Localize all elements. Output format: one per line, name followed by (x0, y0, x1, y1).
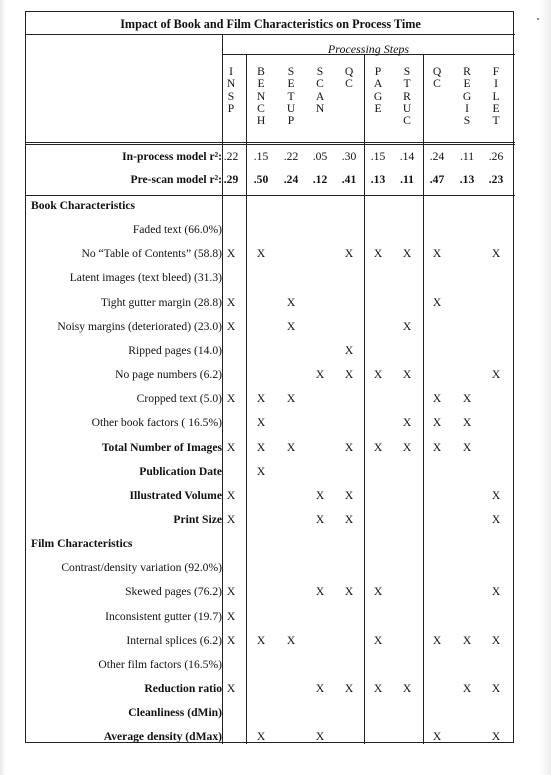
model-divider (26, 195, 515, 196)
column-header-letter: A (315, 89, 325, 103)
x-mark: X (256, 633, 266, 647)
x-mark: X (462, 392, 472, 406)
model-value-cell: .11 (459, 150, 475, 163)
column-header-regis (457, 66, 477, 127)
column-header-letter: Q (344, 65, 354, 78)
x-mark: X (432, 392, 442, 406)
x-mark: X (491, 682, 501, 695)
row-label: Inconsistent gutter (19.7) (105, 609, 222, 623)
x-mark: X (373, 682, 383, 695)
x-mark: X (256, 392, 266, 406)
column-header-struc (397, 66, 417, 127)
row-label: Publication Date (139, 464, 222, 478)
column-header-insp (221, 66, 241, 115)
column-header-letter: S (227, 89, 235, 103)
column-header-letter: P (287, 114, 295, 128)
column-header-letter: A (373, 77, 383, 91)
column-header-letter: L (492, 89, 500, 103)
x-mark: X (226, 488, 236, 502)
x-mark: X (315, 682, 325, 695)
x-mark: X (432, 730, 442, 744)
x-mark: X (344, 247, 354, 261)
x-mark: X (491, 368, 501, 382)
row-label: Skewed pages (76.2) (125, 585, 222, 599)
column-header-setup (281, 66, 301, 127)
x-mark: X (226, 247, 236, 261)
x-mark: X (432, 247, 442, 261)
x-mark: X (402, 247, 412, 261)
column-header-letter: B (257, 65, 265, 78)
row-label: Tight gutter margin (28.8) (100, 295, 222, 309)
column-header-letter: G (462, 89, 472, 103)
column-header-letter: I (494, 77, 498, 91)
model-value-cell: .30 (341, 150, 357, 163)
row-label: Print Size (173, 512, 222, 526)
row-label: Internal splices (6.2) (126, 633, 222, 647)
x-mark: X (373, 585, 383, 599)
x-mark: X (286, 319, 296, 333)
column-header-letter: G (373, 89, 383, 103)
x-mark: X (256, 440, 266, 454)
row-label: Faded text (66.0%) (132, 223, 222, 237)
column-header-qc1 (339, 66, 359, 91)
title-divider (26, 34, 515, 35)
model-value-cell: .26 (488, 150, 504, 163)
section-title: Film Characteristics (31, 537, 133, 551)
x-mark: X (226, 319, 236, 333)
column-header-scan (310, 66, 330, 115)
column-header-letter: I (465, 101, 469, 115)
section-title: Book Characteristics (31, 199, 136, 212)
row-label: No page numbers (6.2) (115, 368, 222, 382)
column-header-letter: P (227, 101, 235, 115)
row-label: Ripped pages (14.0) (128, 343, 222, 357)
column-header-letter: N (256, 89, 266, 103)
row-label: Other book factors ( 16.5%) (91, 416, 222, 430)
x-mark: X (344, 585, 354, 599)
column-header-letter: E (492, 101, 500, 115)
column-header-letter: U (402, 101, 412, 115)
x-mark: X (315, 585, 325, 599)
row-label: Illustrated Volume (129, 488, 222, 502)
column-header-letter: C (403, 114, 411, 128)
model-value-cell: .14 (399, 150, 415, 163)
x-mark: X (491, 633, 501, 647)
column-header-letter: T (403, 77, 411, 91)
x-mark: X (286, 295, 296, 309)
model-value-cell: .22 (223, 150, 239, 163)
row-label: No “Table of Contents” (58.8) (81, 247, 222, 261)
column-header-page (368, 66, 388, 115)
x-mark: X (402, 682, 412, 695)
x-mark: X (315, 368, 325, 382)
header-divider (26, 142, 515, 145)
column-header-letter: I (229, 65, 233, 78)
model-value-cell: .12 (312, 173, 328, 186)
row-label: Average density (dMax) (103, 730, 222, 744)
column-header-qc2 (427, 66, 447, 91)
row-label: Other film factors (16.5%) (98, 657, 222, 671)
column-header-letter: N (315, 101, 325, 115)
x-mark: X (491, 730, 501, 744)
column-header-letter: E (287, 77, 295, 91)
x-mark: X (226, 682, 236, 695)
x-mark: X (432, 295, 442, 309)
x-mark: X (462, 440, 472, 454)
x-mark: X (226, 392, 236, 406)
column-header-letter: C (433, 77, 441, 91)
x-mark: X (491, 247, 501, 261)
x-mark: X (373, 247, 383, 261)
column-header-letter: T (492, 114, 500, 128)
column-header-letter: F (492, 65, 500, 78)
x-mark: X (344, 368, 354, 382)
x-mark: X (256, 464, 266, 478)
model-value-cell: .22 (283, 150, 299, 163)
row-label: Noisy margins (deteriorated) (23.0) (57, 319, 222, 333)
group-header-divider (222, 54, 515, 55)
x-mark: X (286, 392, 296, 406)
column-header-letter: S (316, 65, 324, 78)
model-value-cell: .13 (459, 173, 475, 186)
model-row-label: Pre-scan model r²: (130, 173, 222, 186)
x-mark: X (373, 633, 383, 647)
column-header-letter: E (374, 101, 382, 115)
column-header-filet (486, 66, 506, 127)
model-value-cell: .13 (370, 173, 386, 186)
characteristics-table (25, 11, 514, 743)
x-mark: X (344, 488, 354, 502)
row-label: Contrast/density variation (92.0%) (61, 561, 222, 575)
table-title: Impact of Book and Film Characteristics on Process Time (120, 17, 421, 31)
x-mark: X (226, 295, 236, 309)
model-row-label: In-process model r²: (122, 150, 222, 163)
x-mark: X (226, 440, 236, 454)
column-header-letter: E (463, 77, 471, 91)
column-header-letter: U (286, 101, 296, 115)
model-value-cell: .11 (400, 173, 414, 186)
x-mark: X (462, 682, 472, 695)
x-mark: X (344, 682, 354, 695)
row-label: Total Number of Images (101, 440, 222, 454)
x-mark: X (432, 633, 442, 647)
scan-speck (537, 18, 539, 20)
column-header-letter: H (256, 114, 266, 128)
x-mark: X (491, 585, 501, 599)
model-value-cell: .47 (429, 173, 445, 186)
model-value-cell: .41 (341, 173, 357, 186)
model-value-cell: .29 (223, 173, 239, 186)
column-header-letter: P (374, 65, 382, 78)
column-header-bench (251, 66, 271, 127)
x-mark: X (226, 512, 236, 526)
x-mark: X (226, 633, 236, 647)
model-value-cell: .05 (312, 150, 328, 163)
column-header-letter: R (403, 89, 411, 103)
column-header-letter: T (287, 89, 295, 103)
x-mark: X (286, 633, 296, 647)
x-mark: X (491, 512, 501, 526)
x-mark: X (315, 488, 325, 502)
model-value-cell: .24 (429, 150, 445, 163)
model-value-cell: .15 (370, 150, 386, 163)
column-header-letter: C (316, 77, 324, 91)
x-mark: X (256, 416, 266, 430)
column-header-letter: E (257, 77, 265, 91)
x-mark: X (462, 416, 472, 430)
x-mark: X (402, 440, 412, 454)
column-header-letter: S (403, 65, 411, 78)
x-mark: X (315, 730, 325, 744)
model-value-cell: .15 (253, 150, 269, 163)
column-header-letter: S (287, 65, 295, 78)
x-mark: X (432, 440, 442, 454)
x-mark: X (373, 440, 383, 454)
x-mark: X (344, 512, 354, 526)
x-mark: X (226, 609, 236, 623)
column-header-letter: C (345, 77, 353, 91)
column-header-letter: S (463, 114, 471, 128)
processing-steps-header: Processing Steps (327, 42, 410, 56)
x-mark: X (286, 440, 296, 454)
x-mark: X (344, 343, 354, 357)
column-header-letter: N (226, 77, 236, 91)
row-label: Latent images (text bleed) (31.3) (69, 271, 222, 285)
x-mark: X (226, 585, 236, 599)
x-mark: X (402, 368, 412, 382)
column-header-letter: C (257, 101, 265, 115)
x-mark: X (402, 416, 412, 430)
x-mark: X (344, 440, 354, 454)
x-mark: X (256, 730, 266, 744)
model-value-cell: .23 (488, 173, 504, 186)
x-mark: X (256, 247, 266, 261)
model-value-cell: .50 (253, 173, 269, 186)
model-value-cell: .24 (283, 173, 299, 186)
column-header-letter: R (463, 65, 471, 78)
x-mark: X (373, 368, 383, 382)
x-mark: X (315, 512, 325, 526)
column-header-letter: Q (432, 65, 442, 78)
x-mark: X (402, 319, 412, 333)
row-label: Reduction ratio (144, 682, 222, 695)
row-label: Cropped text (5.0) (136, 392, 222, 406)
x-mark: X (462, 633, 472, 647)
x-mark: X (432, 416, 442, 430)
row-label: Cleanliness (dMin) (128, 706, 222, 720)
x-mark: X (491, 488, 501, 502)
